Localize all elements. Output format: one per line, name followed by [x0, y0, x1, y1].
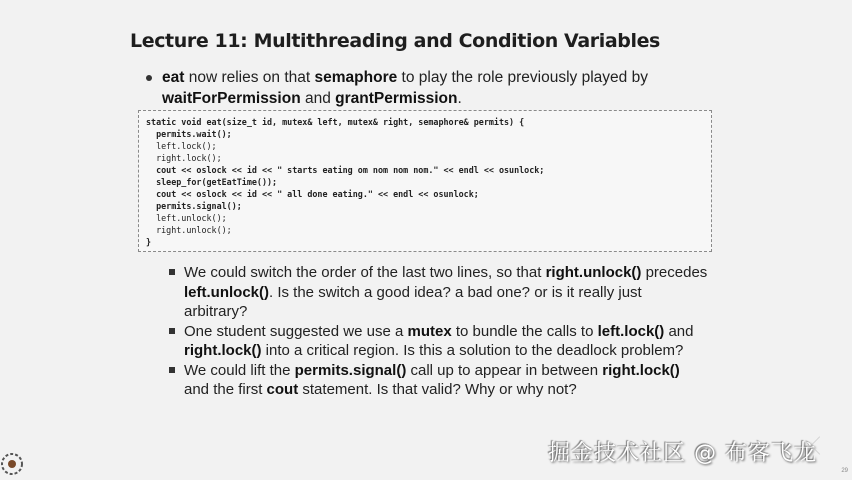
watermark-text: 掘金技术社区 @ 布客飞龙 [548, 441, 817, 466]
code-term: right.lock() [184, 342, 262, 359]
text-run: statement. Is that valid? Why or why not? [298, 381, 577, 398]
code-line: left.unlock(); [146, 213, 227, 223]
slide-title: Lecture 11: Multithreading and Condition Variables [130, 30, 660, 52]
code-line: sleep_for(getEatTime()); [146, 177, 278, 187]
text-run: now relies on that [184, 69, 315, 86]
code-term: right.unlock() [545, 264, 642, 281]
page-number: 29 [841, 468, 848, 474]
text-run: One student suggested we use a [184, 322, 408, 340]
code-term: left.lock() [597, 322, 665, 340]
text-run: We could switch the order of the last two lines, so that [184, 264, 546, 281]
sub-bullet-2 [168, 322, 708, 361]
code-term: left.unlock() [184, 283, 269, 301]
code-line: static void eat(size_t id, mutex& left, mutex& right, semaphore& permits) { [146, 117, 525, 127]
text-run: into a critical region. Is this a solution to the deadlock problem? [261, 342, 684, 359]
text-run: to bundle the calls to [451, 322, 598, 340]
bullet-dot-icon [146, 75, 152, 81]
square-bullet-icon [169, 328, 175, 334]
text-run: call up to appear in between [406, 361, 603, 379]
code-line: right.unlock(); [146, 225, 232, 235]
code-line: } [146, 237, 152, 247]
code-term: waitForPermission [162, 90, 301, 107]
text-run: to play the role previously played by [397, 69, 648, 86]
code-line: permits.wait(); [146, 129, 232, 139]
code-term: permits.signal() [294, 361, 407, 379]
text-run: and [300, 90, 336, 107]
code-term: semaphore [314, 69, 398, 86]
sub-bullet-1 [168, 263, 708, 322]
code-line: cout << oslock << id << " starts eating om nom nom nom." << endl << osunlock; [146, 165, 545, 175]
square-bullet-icon [169, 269, 175, 275]
text-run: We could lift the [184, 361, 295, 379]
code-block [138, 110, 712, 252]
code-term: eat [162, 69, 185, 86]
code-term: grantPermission [335, 90, 458, 107]
text-run: . Is the switch a good idea? a bad one? or is it really just arbitrary? [184, 283, 642, 320]
square-bullet-icon [169, 367, 175, 373]
code-term: cout [266, 381, 299, 398]
code-line: left.lock(); [146, 141, 217, 151]
main-bullet-text [162, 67, 666, 109]
code-term: right.lock() [602, 361, 680, 379]
text-run: precedes [641, 264, 708, 281]
player-logo-icon [0, 452, 24, 476]
code-line: cout << oslock << id << " all done eating." << endl << osunlock; [146, 189, 479, 199]
code-term: mutex [407, 322, 452, 340]
sub-bullet-3 [168, 361, 708, 400]
text-run: and the first [184, 381, 267, 398]
sub-bullet-list [168, 263, 708, 400]
text-run: and [664, 322, 694, 340]
main-bullet [146, 67, 666, 109]
code-line: permits.signal(); [146, 201, 242, 211]
text-run: . [457, 90, 462, 107]
code-line: right.lock(); [146, 153, 222, 163]
